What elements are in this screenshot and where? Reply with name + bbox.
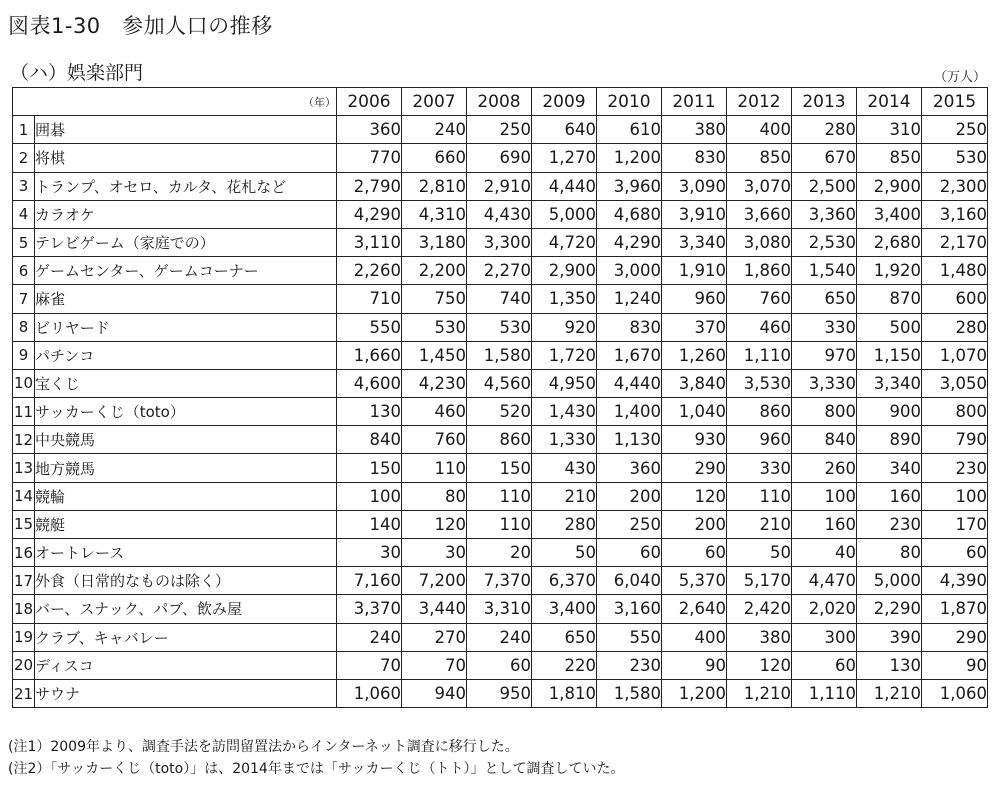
value-cell: 360 (337, 116, 402, 144)
value-cell: 140 (337, 510, 402, 538)
value-cell: 790 (922, 426, 988, 454)
value-cell: 520 (467, 398, 532, 426)
value-cell: 1,200 (597, 144, 662, 172)
value-cell: 1,270 (532, 144, 597, 172)
value-cell: 1,110 (792, 679, 857, 707)
row-number: 17 (13, 567, 35, 595)
table-row (13, 539, 988, 567)
value-cell: 650 (532, 623, 597, 651)
row-number: 3 (13, 172, 35, 200)
value-cell: 1,200 (662, 679, 727, 707)
value-cell: 610 (597, 116, 662, 144)
year-header: 2011 (662, 88, 727, 116)
row-number: 13 (13, 454, 35, 482)
value-cell: 5,170 (727, 567, 792, 595)
value-cell: 70 (402, 651, 467, 679)
value-cell: 1,240 (597, 285, 662, 313)
participation-table (12, 87, 988, 708)
value-cell: 1,350 (532, 285, 597, 313)
value-cell: 70 (337, 651, 402, 679)
value-cell: 930 (662, 426, 727, 454)
row-number: 6 (13, 257, 35, 285)
value-cell: 60 (922, 539, 988, 567)
value-cell: 4,720 (532, 228, 597, 256)
value-cell: 380 (727, 623, 792, 651)
value-cell: 3,000 (597, 257, 662, 285)
category-name: パチンコ (35, 341, 337, 369)
value-cell: 210 (532, 482, 597, 510)
table-row (13, 482, 988, 510)
value-cell: 4,230 (402, 369, 467, 397)
value-cell: 4,600 (337, 369, 402, 397)
table-row (13, 116, 988, 144)
value-cell: 120 (662, 482, 727, 510)
value-cell: 1,920 (857, 257, 922, 285)
table-row (13, 651, 988, 679)
value-cell: 2,500 (792, 172, 857, 200)
category-name: 麻雀 (35, 285, 337, 313)
value-cell: 830 (597, 313, 662, 341)
value-cell: 860 (727, 398, 792, 426)
value-cell: 650 (792, 285, 857, 313)
value-cell: 300 (792, 623, 857, 651)
row-number: 1 (13, 116, 35, 144)
value-cell: 2,680 (857, 228, 922, 256)
value-cell: 900 (857, 398, 922, 426)
value-cell: 640 (532, 116, 597, 144)
value-cell: 950 (467, 679, 532, 707)
value-cell: 170 (922, 510, 988, 538)
value-cell: 1,670 (597, 341, 662, 369)
value-cell: 6,040 (597, 567, 662, 595)
value-cell: 2,900 (857, 172, 922, 200)
value-cell: 600 (922, 285, 988, 313)
value-cell: 670 (792, 144, 857, 172)
value-cell: 3,840 (662, 369, 727, 397)
value-cell: 460 (402, 398, 467, 426)
value-cell: 2,530 (792, 228, 857, 256)
value-cell: 3,050 (922, 369, 988, 397)
value-cell: 90 (922, 651, 988, 679)
value-cell: 850 (727, 144, 792, 172)
value-cell: 550 (337, 313, 402, 341)
category-name: ディスコ (35, 651, 337, 679)
value-cell: 860 (467, 426, 532, 454)
value-cell: 3,660 (727, 200, 792, 228)
value-cell: 240 (467, 623, 532, 651)
value-cell: 380 (662, 116, 727, 144)
row-number: 5 (13, 228, 35, 256)
table-row (13, 398, 988, 426)
value-cell: 500 (857, 313, 922, 341)
category-name: オートレース (35, 539, 337, 567)
value-cell: 3,300 (467, 228, 532, 256)
value-cell: 920 (532, 313, 597, 341)
value-cell: 1,060 (337, 679, 402, 707)
value-cell: 1,150 (857, 341, 922, 369)
value-cell: 4,290 (337, 200, 402, 228)
value-cell: 840 (337, 426, 402, 454)
value-cell: 760 (402, 426, 467, 454)
table-row (13, 285, 988, 313)
value-cell: 60 (597, 539, 662, 567)
value-cell: 290 (662, 454, 727, 482)
value-cell: 750 (402, 285, 467, 313)
value-cell: 1,860 (727, 257, 792, 285)
value-cell: 1,210 (727, 679, 792, 707)
value-cell: 1,910 (662, 257, 727, 285)
value-cell: 3,180 (402, 228, 467, 256)
value-cell: 5,000 (857, 567, 922, 595)
value-cell: 690 (467, 144, 532, 172)
row-number: 7 (13, 285, 35, 313)
value-cell: 3,400 (857, 200, 922, 228)
value-cell: 7,370 (467, 567, 532, 595)
value-cell: 80 (857, 539, 922, 567)
value-cell: 230 (597, 651, 662, 679)
value-cell: 110 (402, 454, 467, 482)
value-cell: 330 (727, 454, 792, 482)
value-cell: 250 (597, 510, 662, 538)
value-cell: 4,680 (597, 200, 662, 228)
value-cell: 290 (922, 623, 988, 651)
value-cell: 3,370 (337, 595, 402, 623)
category-name: バー、スナック、パブ、飲み屋 (35, 595, 337, 623)
year-header: 2015 (922, 88, 988, 116)
value-cell: 50 (727, 539, 792, 567)
table-row (13, 144, 988, 172)
footnote: (注2）「サッカーくじ（toto）」は、2014年までは「サッカーくじ（トト）」として調査していた。 (8, 761, 625, 777)
row-number: 11 (13, 398, 35, 426)
value-cell: 1,210 (857, 679, 922, 707)
value-cell: 4,440 (532, 172, 597, 200)
section-subtitle: （ハ）娯楽部門 (10, 62, 144, 84)
table-row (13, 567, 988, 595)
document-title: 図表1-30 参加人口の推移 (8, 14, 273, 38)
table-row (13, 369, 988, 397)
category-name: ビリヤード (35, 313, 337, 341)
table-row (13, 623, 988, 651)
value-cell: 1,070 (922, 341, 988, 369)
value-cell: 1,810 (532, 679, 597, 707)
value-cell: 400 (662, 623, 727, 651)
year-header-label: （年） (13, 88, 337, 116)
row-number: 8 (13, 313, 35, 341)
value-cell: 4,440 (597, 369, 662, 397)
row-number: 9 (13, 341, 35, 369)
value-cell: 1,400 (597, 398, 662, 426)
value-cell: 50 (532, 539, 597, 567)
value-cell: 3,340 (857, 369, 922, 397)
value-cell: 800 (922, 398, 988, 426)
value-cell: 850 (857, 144, 922, 172)
value-cell: 760 (727, 285, 792, 313)
value-cell: 7,160 (337, 567, 402, 595)
table-row (13, 341, 988, 369)
value-cell: 530 (402, 313, 467, 341)
category-name: クラブ、キャバレー (35, 623, 337, 651)
value-cell: 260 (792, 454, 857, 482)
value-cell: 1,330 (532, 426, 597, 454)
row-number: 20 (13, 651, 35, 679)
value-cell: 110 (727, 482, 792, 510)
value-cell: 400 (727, 116, 792, 144)
value-cell: 3,090 (662, 172, 727, 200)
table-row (13, 510, 988, 538)
value-cell: 160 (857, 482, 922, 510)
value-cell: 360 (597, 454, 662, 482)
value-cell: 6,370 (532, 567, 597, 595)
year-header: 2008 (467, 88, 532, 116)
row-number: 15 (13, 510, 35, 538)
value-cell: 60 (792, 651, 857, 679)
row-number: 19 (13, 623, 35, 651)
value-cell: 4,950 (532, 369, 597, 397)
category-name: 外食（日常的なものは除く） (35, 567, 337, 595)
value-cell: 150 (467, 454, 532, 482)
value-cell: 3,070 (727, 172, 792, 200)
footnotes (8, 736, 625, 780)
value-cell: 3,330 (792, 369, 857, 397)
value-cell: 840 (792, 426, 857, 454)
value-cell: 240 (337, 623, 402, 651)
table-row (13, 313, 988, 341)
value-cell: 110 (467, 510, 532, 538)
value-cell: 3,310 (467, 595, 532, 623)
value-cell: 280 (792, 116, 857, 144)
value-cell: 530 (922, 144, 988, 172)
value-cell: 230 (922, 454, 988, 482)
value-cell: 830 (662, 144, 727, 172)
value-cell: 4,390 (922, 567, 988, 595)
value-cell: 710 (337, 285, 402, 313)
value-cell: 1,040 (662, 398, 727, 426)
category-name: サウナ (35, 679, 337, 707)
value-cell: 130 (857, 651, 922, 679)
value-cell: 30 (337, 539, 402, 567)
unit-label: （万人） (933, 70, 986, 85)
value-cell: 1,580 (597, 679, 662, 707)
value-cell: 100 (922, 482, 988, 510)
value-cell: 3,110 (337, 228, 402, 256)
row-number: 2 (13, 144, 35, 172)
value-cell: 230 (857, 510, 922, 538)
table-row (13, 679, 988, 707)
year-header: 2007 (402, 88, 467, 116)
value-cell: 1,060 (922, 679, 988, 707)
table-row (13, 257, 988, 285)
value-cell: 7,200 (402, 567, 467, 595)
table-row (13, 228, 988, 256)
year-header: 2012 (727, 88, 792, 116)
year-header: 2010 (597, 88, 662, 116)
category-name: 宝くじ (35, 369, 337, 397)
value-cell: 2,640 (662, 595, 727, 623)
value-cell: 1,130 (597, 426, 662, 454)
value-cell: 1,430 (532, 398, 597, 426)
row-number: 16 (13, 539, 35, 567)
value-cell: 800 (792, 398, 857, 426)
value-cell: 4,310 (402, 200, 467, 228)
value-cell: 200 (597, 482, 662, 510)
value-cell: 2,200 (402, 257, 467, 285)
value-cell: 3,960 (597, 172, 662, 200)
value-cell: 1,540 (792, 257, 857, 285)
value-cell: 2,420 (727, 595, 792, 623)
value-cell: 1,720 (532, 341, 597, 369)
value-cell: 1,480 (922, 257, 988, 285)
value-cell: 430 (532, 454, 597, 482)
value-cell: 270 (402, 623, 467, 651)
value-cell: 250 (922, 116, 988, 144)
row-number: 21 (13, 679, 35, 707)
category-name: ゲームセンター、ゲームコーナー (35, 257, 337, 285)
value-cell: 240 (402, 116, 467, 144)
value-cell: 460 (727, 313, 792, 341)
value-cell: 200 (662, 510, 727, 538)
value-cell: 1,660 (337, 341, 402, 369)
value-cell: 3,440 (402, 595, 467, 623)
value-cell: 2,170 (922, 228, 988, 256)
category-name: 競輪 (35, 482, 337, 510)
value-cell: 2,300 (922, 172, 988, 200)
table-row (13, 200, 988, 228)
row-number: 10 (13, 369, 35, 397)
value-cell: 160 (792, 510, 857, 538)
value-cell: 5,000 (532, 200, 597, 228)
value-cell: 30 (402, 539, 467, 567)
value-cell: 960 (727, 426, 792, 454)
value-cell: 740 (467, 285, 532, 313)
value-cell: 2,270 (467, 257, 532, 285)
value-cell: 3,530 (727, 369, 792, 397)
category-name: 将棋 (35, 144, 337, 172)
value-cell: 220 (532, 651, 597, 679)
value-cell: 3,340 (662, 228, 727, 256)
value-cell: 2,290 (857, 595, 922, 623)
value-cell: 890 (857, 426, 922, 454)
value-cell: 120 (402, 510, 467, 538)
value-cell: 960 (662, 285, 727, 313)
value-cell: 770 (337, 144, 402, 172)
value-cell: 870 (857, 285, 922, 313)
year-header: 2009 (532, 88, 597, 116)
value-cell: 110 (467, 482, 532, 510)
value-cell: 90 (662, 651, 727, 679)
value-cell: 340 (857, 454, 922, 482)
value-cell: 370 (662, 313, 727, 341)
value-cell: 120 (727, 651, 792, 679)
value-cell: 3,160 (922, 200, 988, 228)
value-cell: 60 (662, 539, 727, 567)
value-cell: 330 (792, 313, 857, 341)
value-cell: 250 (467, 116, 532, 144)
value-cell: 1,870 (922, 595, 988, 623)
value-cell: 100 (337, 482, 402, 510)
value-cell: 530 (467, 313, 532, 341)
row-number: 4 (13, 200, 35, 228)
value-cell: 5,370 (662, 567, 727, 595)
header-row (13, 88, 988, 116)
footnote: (注1）2009年より、調査手法を訪問留置法からインターネット調査に移行した。 (8, 739, 519, 755)
table-row (13, 595, 988, 623)
value-cell: 940 (402, 679, 467, 707)
value-cell: 150 (337, 454, 402, 482)
value-cell: 2,900 (532, 257, 597, 285)
value-cell: 390 (857, 623, 922, 651)
value-cell: 970 (792, 341, 857, 369)
value-cell: 4,560 (467, 369, 532, 397)
value-cell: 3,400 (532, 595, 597, 623)
value-cell: 2,260 (337, 257, 402, 285)
value-cell: 310 (857, 116, 922, 144)
year-header: 2006 (337, 88, 402, 116)
category-name: テレビゲーム（家庭での） (35, 228, 337, 256)
value-cell: 1,260 (662, 341, 727, 369)
value-cell: 3,360 (792, 200, 857, 228)
value-cell: 20 (467, 539, 532, 567)
value-cell: 40 (792, 539, 857, 567)
value-cell: 280 (532, 510, 597, 538)
value-cell: 660 (402, 144, 467, 172)
value-cell: 4,470 (792, 567, 857, 595)
value-cell: 3,160 (597, 595, 662, 623)
value-cell: 100 (792, 482, 857, 510)
value-cell: 4,430 (467, 200, 532, 228)
value-cell: 2,810 (402, 172, 467, 200)
row-number: 14 (13, 482, 35, 510)
value-cell: 1,450 (402, 341, 467, 369)
value-cell: 130 (337, 398, 402, 426)
row-number: 18 (13, 595, 35, 623)
category-name: 囲碁 (35, 116, 337, 144)
category-name: 地方競馬 (35, 454, 337, 482)
value-cell: 3,080 (727, 228, 792, 256)
value-cell: 2,910 (467, 172, 532, 200)
category-name: サッカーくじ（toto） (35, 398, 337, 426)
value-cell: 3,910 (662, 200, 727, 228)
table-row (13, 172, 988, 200)
category-name: 競艇 (35, 510, 337, 538)
year-header: 2014 (857, 88, 922, 116)
category-name: トランプ、オセロ、カルタ、花札など (35, 172, 337, 200)
value-cell: 550 (597, 623, 662, 651)
value-cell: 2,790 (337, 172, 402, 200)
value-cell: 210 (727, 510, 792, 538)
year-header: 2013 (792, 88, 857, 116)
value-cell: 1,110 (727, 341, 792, 369)
value-cell: 60 (467, 651, 532, 679)
row-number: 12 (13, 426, 35, 454)
category-name: カラオケ (35, 200, 337, 228)
table-row (13, 426, 988, 454)
value-cell: 280 (922, 313, 988, 341)
table-row (13, 454, 988, 482)
category-name: 中央競馬 (35, 426, 337, 454)
value-cell: 2,020 (792, 595, 857, 623)
value-cell: 1,580 (467, 341, 532, 369)
value-cell: 80 (402, 482, 467, 510)
value-cell: 4,290 (597, 228, 662, 256)
